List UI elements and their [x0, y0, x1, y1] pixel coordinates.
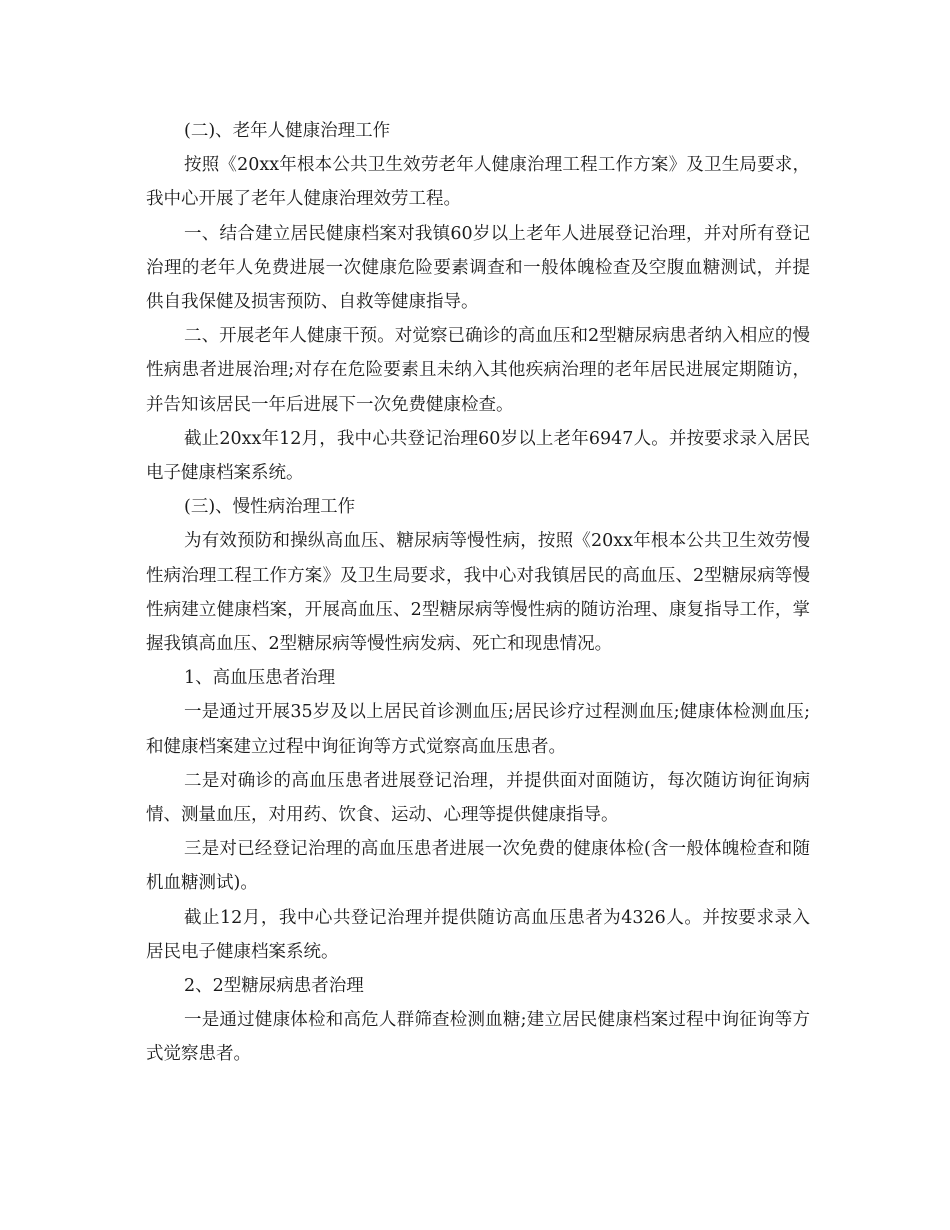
paragraph: 截止20xx年12月，我中心共登记治理60岁以上老年6947人。并按要求录入居民电子健康档案系统。 — [146, 428, 810, 484]
subsection-heading-hypertension: 1、高血压患者治理 — [184, 668, 336, 689]
paragraph: 一、结合建立居民健康档案对我镇60岁以上老年人进展登记治理，并对所有登记治理的老年人免费进展一次健康危险要素调查和一般体魄检查及空腹血糖测试，并提供自我保健及损害预防、自救等健康指导。 — [146, 223, 810, 313]
paragraph: 截止12月，我中心共登记治理并提供随访高血压患者为4326人。并按要求录入居民电子健康档案系统。 — [146, 907, 810, 962]
paragraph: 二是对确诊的高血压患者进展登记治理，并提供面对面随访，每次随访询征询病情、测量血压，对用药、饮食、运动、心理等提供健康指导。 — [146, 770, 810, 826]
document-body — [146, 114, 810, 1072]
paragraph: 三是对已经登记治理的高血压患者进展一次免费的健康体检(含一般体魄检查和随机血糖测试)。 — [146, 839, 810, 894]
paragraph: 按照《20xx年根本公共卫生效劳老年人健康治理工程工作方案》及卫生局要求，我中心开展了老年人健康治理效劳工程。 — [146, 155, 810, 210]
paragraph: 一是通过健康体检和高危人群筛查检测血糖;建立居民健康档案过程中询征询等方式觉察患者。 — [146, 1010, 810, 1065]
paragraph: 为有效预防和操纵高血压、糖尿病等慢性病，按照《20xx年根本公共卫生效劳慢性病治理工程工作方案》及卫生局要求，我中心对我镇居民的高血压、2型糖尿病等慢性病建立健康档案，开展高血压、2型糖尿病等慢性病的随访治理、康复指导工作，掌握我镇高血压、2型糖尿病等慢性病发病、死亡和现患情况。 — [146, 531, 810, 655]
paragraph: 二、开展老年人健康干预。对觉察已确诊的高血压和2型糖尿病患者纳入相应的慢性病患者进展治理;对存在危险要素且未纳入其他疾病治理的老年居民进展定期随访，并告知该居民一年后进展下一次免费健康检查。 — [146, 326, 810, 415]
subsection-heading-diabetes: 2、2型糖尿病患者治理 — [184, 976, 364, 997]
section-heading-elderly: (二)、老年人健康治理工作 — [184, 121, 391, 141]
section-heading-chronic: (三)、慢性病治理工作 — [184, 497, 356, 518]
paragraph: 一是通过开展35岁及以上居民首诊测血压;居民诊疗过程测血压;健康体检测血压;和健康档案建立过程中询征询等方式觉察高血压患者。 — [146, 702, 810, 757]
